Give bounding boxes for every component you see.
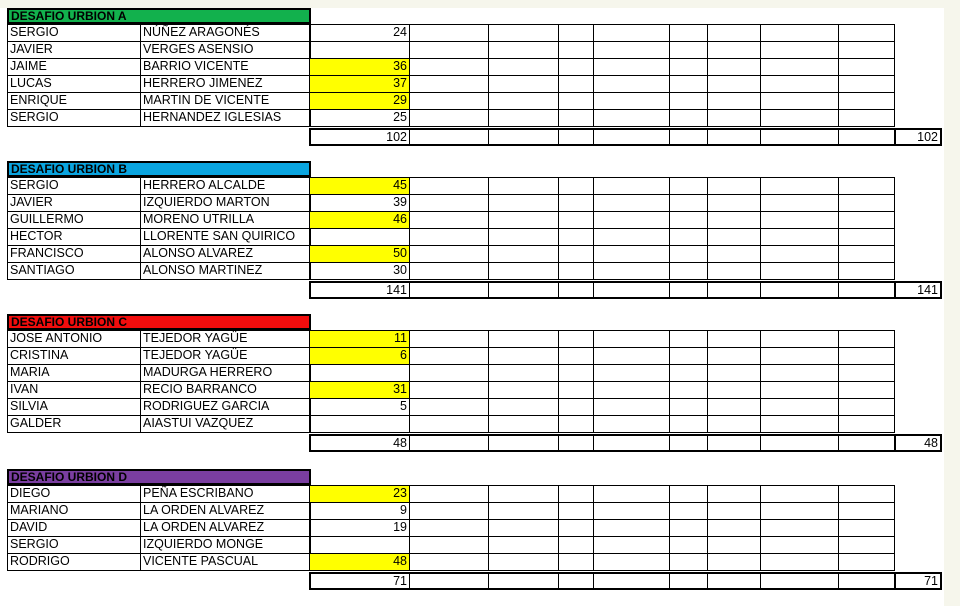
empty-cell[interactable] [593, 58, 670, 76]
empty-cell[interactable] [488, 194, 559, 212]
last-name-cell[interactable]: HERRERO JIMENEZ [140, 75, 311, 93]
empty-cell[interactable] [838, 519, 895, 537]
empty-cell[interactable] [558, 194, 594, 212]
empty-cell[interactable] [488, 398, 559, 416]
group-total-cell[interactable]: 48 [393, 436, 407, 450]
empty-cell[interactable] [593, 347, 670, 365]
empty-cell[interactable] [760, 92, 839, 110]
empty-cell[interactable] [760, 536, 839, 554]
last-name-cell[interactable]: MADURGA HERRERO [140, 364, 311, 382]
empty-cell[interactable] [707, 194, 761, 212]
empty-cell[interactable] [488, 347, 559, 365]
empty-cell[interactable] [707, 177, 761, 195]
empty-cell[interactable] [488, 24, 559, 42]
empty-cell[interactable] [488, 75, 559, 93]
score-cell[interactable]: 45 [309, 177, 410, 195]
empty-cell[interactable] [838, 245, 895, 263]
empty-cell[interactable] [707, 485, 761, 503]
score-cell[interactable]: 48 [309, 553, 410, 571]
empty-cell[interactable] [760, 41, 839, 59]
last-name-cell[interactable]: VICENTE PASCUAL [140, 553, 311, 571]
empty-cell[interactable] [707, 109, 761, 127]
empty-cell[interactable] [593, 177, 670, 195]
empty-cell[interactable] [488, 211, 559, 229]
last-name-cell[interactable]: MARTIN DE VICENTE [140, 92, 311, 110]
totals-empty-cell[interactable] [409, 574, 488, 588]
empty-cell[interactable] [669, 330, 708, 348]
empty-cell[interactable] [838, 262, 895, 280]
totals-empty-cell[interactable] [488, 130, 558, 144]
empty-cell[interactable] [838, 194, 895, 212]
empty-cell[interactable] [760, 262, 839, 280]
empty-cell[interactable] [838, 347, 895, 365]
empty-cell[interactable] [409, 519, 489, 537]
totals-empty-cell[interactable] [760, 436, 838, 450]
empty-cell[interactable] [558, 211, 594, 229]
empty-cell[interactable] [838, 364, 895, 382]
group-header-D: DESAFIO URBION D [7, 469, 311, 485]
empty-cell[interactable] [707, 245, 761, 263]
empty-cell[interactable] [409, 245, 489, 263]
empty-cell[interactable] [558, 398, 594, 416]
empty-cell[interactable] [488, 58, 559, 76]
totals-empty-cell[interactable] [838, 436, 894, 450]
grand-total-cell[interactable]: 48 [894, 436, 940, 450]
empty-cell[interactable] [669, 41, 708, 59]
last-name-cell[interactable]: LA ORDEN ALVAREZ [140, 519, 311, 537]
empty-cell[interactable] [558, 109, 594, 127]
score-cell[interactable]: 37 [309, 75, 410, 93]
empty-cell[interactable] [558, 177, 594, 195]
first-name-cell[interactable]: GUILLERMO [7, 211, 141, 229]
empty-cell[interactable] [558, 502, 594, 520]
empty-cell[interactable] [409, 92, 489, 110]
group-total-cell[interactable]: 71 [393, 574, 407, 588]
empty-cell[interactable] [488, 330, 559, 348]
first-name-cell[interactable]: SERGIO [7, 24, 141, 42]
totals-empty-cell[interactable] [838, 130, 894, 144]
totals-empty-cell[interactable] [707, 130, 760, 144]
empty-cell[interactable] [409, 485, 489, 503]
empty-cell[interactable] [707, 75, 761, 93]
grand-total-cell[interactable]: 102 [894, 130, 940, 144]
empty-cell[interactable] [707, 24, 761, 42]
empty-cell[interactable] [838, 75, 895, 93]
empty-cell[interactable] [669, 485, 708, 503]
last-name-cell[interactable]: BARRIO VICENTE [140, 58, 311, 76]
empty-cell[interactable] [488, 41, 559, 59]
empty-cell[interactable] [409, 330, 489, 348]
last-name-cell[interactable]: ALONSO ALVAREZ [140, 245, 311, 263]
empty-cell[interactable] [707, 398, 761, 416]
score-cell[interactable]: 25 [309, 109, 410, 127]
empty-cell[interactable] [669, 24, 708, 42]
totals-empty-cell[interactable] [593, 130, 669, 144]
empty-cell[interactable] [838, 24, 895, 42]
empty-cell[interactable] [707, 211, 761, 229]
empty-cell[interactable] [760, 347, 839, 365]
empty-cell[interactable] [760, 24, 839, 42]
last-name-cell[interactable]: TEJEDOR YAGÜE [140, 347, 311, 365]
totals-empty-cell[interactable] [558, 283, 593, 297]
empty-cell[interactable] [707, 553, 761, 571]
empty-cell[interactable] [593, 398, 670, 416]
first-name-cell[interactable]: SANTIAGO [7, 262, 141, 280]
totals-empty-cell[interactable] [558, 574, 593, 588]
empty-cell[interactable] [669, 398, 708, 416]
empty-cell[interactable] [558, 41, 594, 59]
empty-cell[interactable] [409, 398, 489, 416]
score-cell[interactable] [309, 41, 410, 59]
empty-cell[interactable] [669, 553, 708, 571]
score-cell[interactable]: 23 [309, 485, 410, 503]
score-cell[interactable]: 6 [309, 347, 410, 365]
empty-cell[interactable] [669, 211, 708, 229]
empty-cell[interactable] [838, 228, 895, 246]
first-name-cell[interactable]: IVAN [7, 381, 141, 399]
grand-total-cell[interactable]: 71 [894, 574, 940, 588]
first-name-cell[interactable]: SERGIO [7, 536, 141, 554]
empty-cell[interactable] [838, 177, 895, 195]
empty-cell[interactable] [409, 347, 489, 365]
last-name-cell[interactable]: NÚÑEZ ARAGONÉS [140, 24, 311, 42]
empty-cell[interactable] [760, 194, 839, 212]
empty-cell[interactable] [838, 536, 895, 554]
empty-cell[interactable] [558, 92, 594, 110]
first-name-cell[interactable]: JAVIER [7, 41, 141, 59]
totals-empty-cell[interactable] [669, 130, 707, 144]
group-total-cell[interactable]: 141 [386, 283, 407, 297]
score-cell[interactable]: 11 [309, 330, 410, 348]
score-cell[interactable]: 39 [309, 194, 410, 212]
grand-total-cell[interactable]: 141 [894, 283, 940, 297]
totals-empty-cell[interactable] [838, 574, 894, 588]
empty-cell[interactable] [707, 415, 761, 433]
empty-cell[interactable] [669, 536, 708, 554]
score-cell[interactable] [309, 364, 410, 382]
empty-cell[interactable] [409, 58, 489, 76]
empty-cell[interactable] [593, 536, 670, 554]
totals-empty-cell[interactable] [558, 436, 593, 450]
empty-cell[interactable] [707, 519, 761, 537]
last-name-cell[interactable]: RODRIGUEZ GARCIA [140, 398, 311, 416]
first-name-cell[interactable]: CRISTINA [7, 347, 141, 365]
empty-cell[interactable] [760, 228, 839, 246]
empty-cell[interactable] [409, 381, 489, 399]
empty-cell[interactable] [593, 24, 670, 42]
first-name-cell[interactable]: SERGIO [7, 177, 141, 195]
last-name-cell[interactable]: AIASTUI VAZQUEZ [140, 415, 311, 433]
last-name-cell[interactable]: IZQUIERDO MARTON [140, 194, 311, 212]
empty-cell[interactable] [558, 364, 594, 382]
empty-cell[interactable] [707, 502, 761, 520]
empty-cell[interactable] [669, 502, 708, 520]
empty-cell[interactable] [488, 485, 559, 503]
empty-cell[interactable] [707, 41, 761, 59]
empty-cell[interactable] [707, 347, 761, 365]
sheet-margin [0, 0, 960, 8]
empty-cell[interactable] [593, 262, 670, 280]
empty-cell[interactable] [409, 41, 489, 59]
totals-empty-cell[interactable] [593, 436, 669, 450]
totals-empty-cell[interactable] [760, 574, 838, 588]
first-name-cell[interactable]: DIEGO [7, 485, 141, 503]
score-cell[interactable]: 30 [309, 262, 410, 280]
empty-cell[interactable] [558, 536, 594, 554]
last-name-cell[interactable]: HERNANDEZ IGLESIAS [140, 109, 311, 127]
first-name-cell[interactable]: MARIANO [7, 502, 141, 520]
empty-cell[interactable] [838, 398, 895, 416]
empty-cell[interactable] [707, 536, 761, 554]
empty-cell[interactable] [409, 75, 489, 93]
empty-cell[interactable] [488, 536, 559, 554]
empty-cell[interactable] [760, 485, 839, 503]
score-cell[interactable]: 31 [309, 381, 410, 399]
group-total-cell[interactable]: 102 [386, 130, 407, 144]
first-name-cell[interactable]: JOSE ANTONIO [7, 330, 141, 348]
empty-cell[interactable] [593, 228, 670, 246]
first-name-cell[interactable]: GALDER [7, 415, 141, 433]
empty-cell[interactable] [707, 92, 761, 110]
empty-cell[interactable] [707, 330, 761, 348]
totals-empty-cell[interactable] [707, 436, 760, 450]
first-name-cell[interactable]: HECTOR [7, 228, 141, 246]
empty-cell[interactable] [593, 364, 670, 382]
totals-empty-cell[interactable] [669, 283, 707, 297]
score-cell[interactable]: 19 [309, 519, 410, 537]
last-name-cell[interactable]: PEÑA ESCRIBANO [140, 485, 311, 503]
empty-cell[interactable] [838, 41, 895, 59]
sheet-margin [944, 0, 960, 606]
last-name-cell[interactable]: TEJEDOR YAGÜE [140, 330, 311, 348]
empty-cell[interactable] [838, 415, 895, 433]
empty-cell[interactable] [760, 519, 839, 537]
totals-empty-cell[interactable] [593, 283, 669, 297]
first-name-cell[interactable]: JAVIER [7, 194, 141, 212]
first-name-cell[interactable]: RODRIGO [7, 553, 141, 571]
empty-cell[interactable] [669, 262, 708, 280]
empty-cell[interactable] [409, 24, 489, 42]
empty-cell[interactable] [669, 177, 708, 195]
empty-cell[interactable] [838, 58, 895, 76]
totals-empty-cell[interactable] [409, 130, 488, 144]
empty-cell[interactable] [669, 58, 708, 76]
score-cell[interactable]: 24 [309, 24, 410, 42]
empty-cell[interactable] [409, 211, 489, 229]
first-name-cell[interactable]: LUCAS [7, 75, 141, 93]
empty-cell[interactable] [760, 364, 839, 382]
last-name-cell[interactable]: LA ORDEN ALVAREZ [140, 502, 311, 520]
empty-cell[interactable] [669, 364, 708, 382]
empty-cell[interactable] [593, 92, 670, 110]
empty-cell[interactable] [669, 109, 708, 127]
empty-cell[interactable] [409, 177, 489, 195]
score-cell[interactable]: 9 [309, 502, 410, 520]
empty-cell[interactable] [669, 194, 708, 212]
score-cell[interactable] [309, 228, 410, 246]
empty-cell[interactable] [488, 262, 559, 280]
group-header-C: DESAFIO URBION C [7, 314, 311, 330]
empty-cell[interactable] [409, 415, 489, 433]
empty-cell[interactable] [409, 109, 489, 127]
empty-cell[interactable] [760, 502, 839, 520]
score-cell[interactable] [309, 536, 410, 554]
empty-cell[interactable] [593, 415, 670, 433]
empty-cell[interactable] [760, 177, 839, 195]
empty-cell[interactable] [558, 58, 594, 76]
empty-cell[interactable] [760, 330, 839, 348]
empty-cell[interactable] [488, 553, 559, 571]
empty-cell[interactable] [558, 485, 594, 503]
empty-cell[interactable] [558, 381, 594, 399]
empty-cell[interactable] [593, 245, 670, 263]
first-name-cell[interactable]: JAIME [7, 58, 141, 76]
empty-cell[interactable] [838, 381, 895, 399]
empty-cell[interactable] [558, 228, 594, 246]
empty-cell[interactable] [707, 381, 761, 399]
empty-cell[interactable] [760, 75, 839, 93]
empty-cell[interactable] [593, 75, 670, 93]
empty-cell[interactable] [838, 553, 895, 571]
empty-cell[interactable] [409, 262, 489, 280]
totals-empty-cell[interactable] [409, 283, 488, 297]
empty-cell[interactable] [558, 262, 594, 280]
empty-cell[interactable] [593, 502, 670, 520]
first-name-cell[interactable]: ENRIQUE [7, 92, 141, 110]
empty-cell[interactable] [838, 485, 895, 503]
totals-empty-cell[interactable] [707, 283, 760, 297]
score-cell[interactable]: 50 [309, 245, 410, 263]
group-header-B: DESAFIO URBION B [7, 161, 311, 177]
empty-cell[interactable] [558, 519, 594, 537]
empty-cell[interactable] [593, 211, 670, 229]
empty-cell[interactable] [760, 109, 839, 127]
empty-cell[interactable] [558, 415, 594, 433]
empty-cell[interactable] [409, 502, 489, 520]
empty-cell[interactable] [760, 211, 839, 229]
totals-empty-cell[interactable] [409, 436, 488, 450]
empty-cell[interactable] [707, 228, 761, 246]
empty-cell[interactable] [707, 364, 761, 382]
empty-cell[interactable] [558, 330, 594, 348]
empty-cell[interactable] [409, 553, 489, 571]
empty-cell[interactable] [488, 502, 559, 520]
last-name-cell[interactable]: IZQUIERDO MONGE [140, 536, 311, 554]
empty-cell[interactable] [488, 415, 559, 433]
empty-cell[interactable] [488, 228, 559, 246]
empty-cell[interactable] [838, 502, 895, 520]
last-name-cell[interactable]: MORENO UTRILLA [140, 211, 311, 229]
totals-empty-cell[interactable] [838, 283, 894, 297]
totals-empty-cell[interactable] [488, 283, 558, 297]
empty-cell[interactable] [593, 485, 670, 503]
empty-cell[interactable] [669, 228, 708, 246]
first-name-cell[interactable]: SILVIA [7, 398, 141, 416]
totals-empty-cell[interactable] [760, 130, 838, 144]
first-name-cell[interactable]: MARIA [7, 364, 141, 382]
empty-cell[interactable] [488, 364, 559, 382]
empty-cell[interactable] [558, 24, 594, 42]
score-cell[interactable]: 36 [309, 58, 410, 76]
empty-cell[interactable] [838, 109, 895, 127]
empty-cell[interactable] [488, 177, 559, 195]
first-name-cell[interactable]: SERGIO [7, 109, 141, 127]
group-header-A: DESAFIO URBION A [7, 8, 311, 24]
totals-empty-cell[interactable] [593, 574, 669, 588]
totals-empty-cell[interactable] [488, 574, 558, 588]
empty-cell[interactable] [593, 553, 670, 571]
empty-cell[interactable] [707, 262, 761, 280]
empty-cell[interactable] [760, 415, 839, 433]
empty-cell[interactable] [488, 92, 559, 110]
totals-empty-cell[interactable] [488, 436, 558, 450]
empty-cell[interactable] [488, 381, 559, 399]
last-name-cell[interactable]: LLORENTE SAN QUIRICO [140, 228, 311, 246]
empty-cell[interactable] [760, 58, 839, 76]
empty-cell[interactable] [593, 109, 670, 127]
empty-cell[interactable] [760, 245, 839, 263]
first-name-cell[interactable]: DAVID [7, 519, 141, 537]
empty-cell[interactable] [558, 553, 594, 571]
last-name-cell[interactable]: VERGES ASENSIO [140, 41, 311, 59]
empty-cell[interactable] [409, 536, 489, 554]
totals-empty-cell[interactable] [558, 130, 593, 144]
empty-cell[interactable] [707, 58, 761, 76]
empty-cell[interactable] [669, 75, 708, 93]
first-name-cell[interactable]: FRANCISCO [7, 245, 141, 263]
empty-cell[interactable] [409, 228, 489, 246]
empty-cell[interactable] [593, 41, 670, 59]
empty-cell[interactable] [488, 245, 559, 263]
empty-cell[interactable] [488, 519, 559, 537]
last-name-cell[interactable]: HERRERO ALCALDE [140, 177, 311, 195]
score-cell[interactable]: 5 [309, 398, 410, 416]
empty-cell[interactable] [669, 92, 708, 110]
empty-cell[interactable] [760, 398, 839, 416]
empty-cell[interactable] [838, 92, 895, 110]
totals-empty-cell[interactable] [669, 436, 707, 450]
empty-cell[interactable] [593, 519, 670, 537]
empty-cell[interactable] [409, 194, 489, 212]
empty-cell[interactable] [669, 415, 708, 433]
score-cell[interactable]: 46 [309, 211, 410, 229]
empty-cell[interactable] [558, 75, 594, 93]
empty-cell[interactable] [558, 347, 594, 365]
empty-cell[interactable] [669, 245, 708, 263]
empty-cell[interactable] [593, 194, 670, 212]
totals-empty-cell[interactable] [669, 574, 707, 588]
empty-cell[interactable] [669, 347, 708, 365]
empty-cell[interactable] [669, 519, 708, 537]
score-cell[interactable]: 29 [309, 92, 410, 110]
empty-cell[interactable] [558, 245, 594, 263]
totals-empty-cell[interactable] [760, 283, 838, 297]
empty-cell[interactable] [838, 330, 895, 348]
score-cell[interactable] [309, 415, 410, 433]
last-name-cell[interactable]: RECIO BARRANCO [140, 381, 311, 399]
empty-cell[interactable] [838, 211, 895, 229]
empty-cell[interactable] [760, 553, 839, 571]
empty-cell[interactable] [593, 381, 670, 399]
empty-cell[interactable] [760, 381, 839, 399]
empty-cell[interactable] [669, 381, 708, 399]
empty-cell[interactable] [409, 364, 489, 382]
totals-empty-cell[interactable] [707, 574, 760, 588]
last-name-cell[interactable]: ALONSO MARTINEZ [140, 262, 311, 280]
empty-cell[interactable] [488, 109, 559, 127]
empty-cell[interactable] [593, 330, 670, 348]
